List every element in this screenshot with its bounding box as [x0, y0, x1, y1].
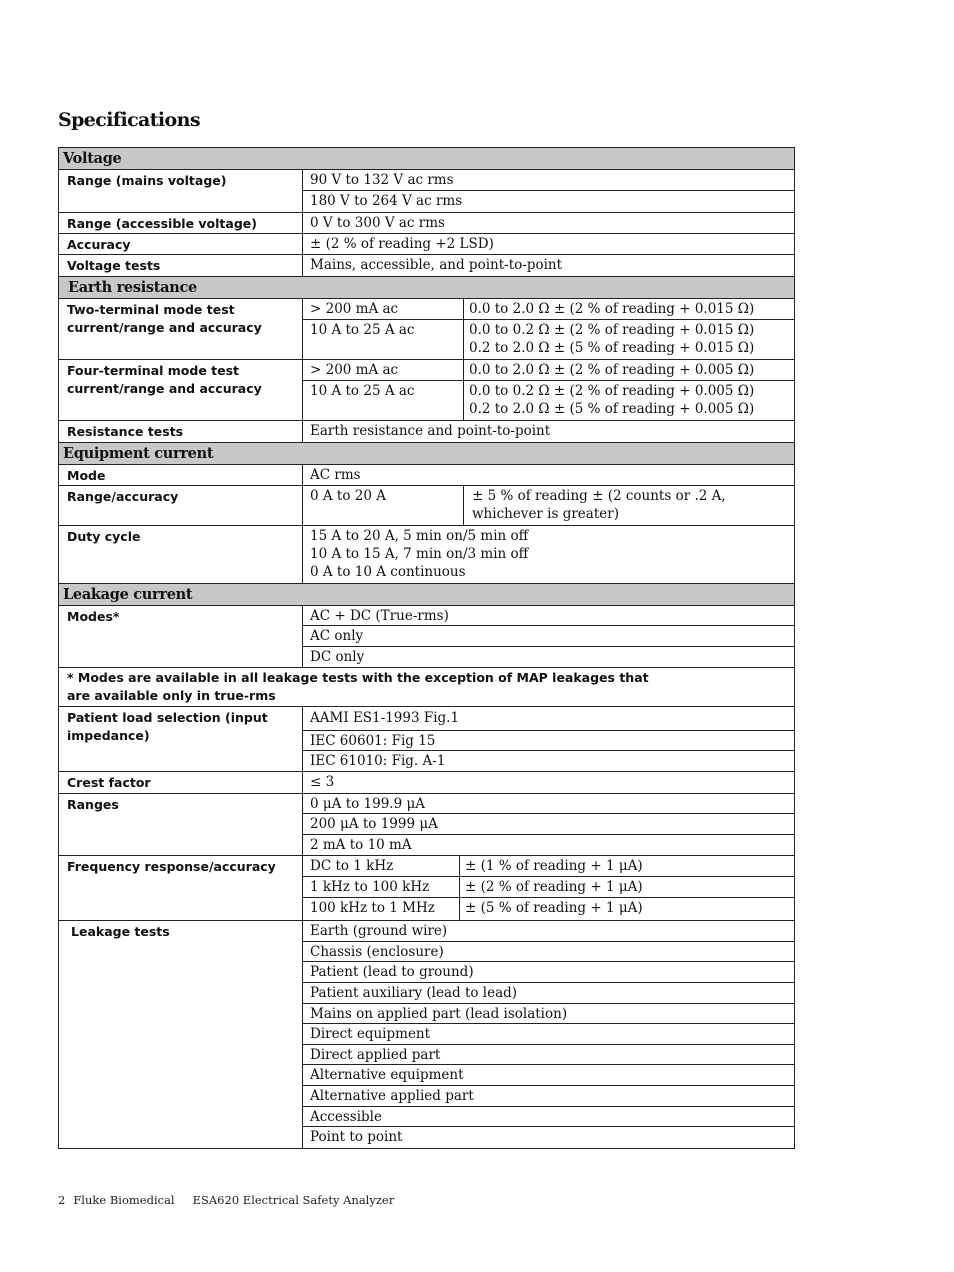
leakage-test-item: Patient (lead to ground): [303, 962, 794, 983]
range-accuracy: 0.0 to 2.0 Ω ± (2 % of reading + 0.015 Ω): [469, 301, 755, 317]
spec-value: ≤ 3: [310, 774, 335, 790]
leakage-test-item: Accessible: [303, 1107, 794, 1127]
spec-label: Voltage tests: [59, 255, 303, 276]
spec-row-crest-factor: [59, 772, 794, 794]
spec-subrow: [303, 856, 794, 877]
spec-row-two-terminal: [59, 299, 794, 360]
spec-row-resistance-tests: [59, 421, 794, 443]
spec-value: 15 A to 20 A, 5 min on/5 min off 10 A to 15 A, 7 min on/3 min off 0 A to 10 A continuous: [310, 528, 529, 580]
spec-row-duty-cycle: [59, 526, 794, 584]
footer-product: ESA620 Electrical Safety Analyzer: [192, 1193, 395, 1207]
page-footer: [58, 1193, 394, 1207]
spec-label: Ranges: [59, 794, 303, 855]
leakage-test-item: Alternative applied part: [303, 1086, 794, 1107]
spec-label: Frequency response/accuracy: [59, 856, 303, 920]
spec-value: 0 μA to 199.9 μA: [303, 794, 794, 814]
spec-label: Leakage tests: [59, 921, 303, 1148]
specifications-table: [58, 147, 795, 1149]
spec-label: Mode: [59, 465, 303, 485]
leakage-test-item: Earth (ground wire): [303, 921, 794, 942]
spec-value: IEC 60601: Fig 15: [303, 731, 794, 751]
spec-label: Range (accessible voltage): [59, 213, 303, 233]
current-range: 0 A to 20 A: [303, 486, 464, 525]
spec-row-ranges: [59, 794, 794, 856]
footer-brand: Fluke Biomedical: [73, 1193, 175, 1207]
spec-label: Range (mains voltage): [59, 170, 303, 212]
spec-label: Patient load selection (input impedance): [59, 707, 303, 771]
section-header-voltage: Voltage: [59, 148, 794, 170]
spec-value: 180 V to 264 V ac rms: [310, 193, 463, 209]
spec-value: 200 μA to 1999 μA: [303, 814, 794, 835]
spec-subrow: [303, 299, 794, 320]
spec-label: Modes*: [59, 606, 303, 667]
modes-footnote: * Modes are available in all leakage tests with the exception of MAP leakages that are available only in true-rms: [59, 668, 794, 707]
spec-row-four-terminal: [59, 360, 794, 421]
spec-subrow: [303, 877, 794, 898]
spec-row-voltage-tests: [59, 255, 794, 277]
section-header-earth-resistance: Earth resistance: [59, 277, 794, 299]
spec-value: AC rms: [310, 467, 361, 483]
frequency-accuracy: ± (2 % of reading + 1 μA): [465, 879, 643, 895]
spec-label: Duty cycle: [59, 526, 303, 583]
frequency-accuracy: ± (1 % of reading + 1 μA): [465, 858, 643, 874]
spec-row-modes: [59, 606, 794, 668]
spec-row-mode: [59, 465, 794, 486]
range-accuracy: ± 5 % of reading ± (2 counts or .2 A, whichever is greater): [472, 488, 726, 522]
spec-row-range-accuracy: [59, 486, 794, 526]
spec-row-patient-load: [59, 707, 794, 772]
frequency-accuracy: ± (5 % of reading + 1 μA): [465, 900, 643, 916]
leakage-test-item: Direct applied part: [303, 1045, 794, 1065]
frequency-range: 100 kHz to 1 MHz: [303, 898, 460, 920]
leakage-test-item: Mains on applied part (lead isolation): [303, 1004, 794, 1024]
spec-subrow: [303, 320, 794, 359]
spec-value: Mains, accessible, and point-to-point: [310, 257, 563, 273]
range-accuracy: 0.0 to 2.0 Ω ± (2 % of reading + 0.005 Ω): [469, 362, 755, 378]
section-header-equipment-current: Equipment current: [59, 443, 794, 465]
spec-label: Resistance tests: [59, 421, 303, 442]
spec-label: Range/accuracy: [59, 486, 303, 525]
leakage-test-item: Chassis (enclosure): [303, 942, 794, 962]
spec-value: 0 V to 300 V ac rms: [310, 215, 445, 231]
frequency-range: DC to 1 kHz: [303, 856, 460, 876]
page-number: 2: [58, 1193, 66, 1207]
spec-value: AAMI ES1-1993 Fig.1: [303, 707, 794, 731]
leakage-test-item: Patient auxiliary (lead to lead): [303, 983, 794, 1004]
spec-value: Earth resistance and point-to-point: [310, 423, 551, 439]
leakage-test-item: Direct equipment: [303, 1024, 794, 1045]
test-current: > 200 mA ac: [303, 299, 464, 319]
leakage-test-item: Point to point: [310, 1129, 403, 1145]
test-current: > 200 mA ac: [303, 360, 464, 380]
range-accuracy: 0.0 to 0.2 Ω ± (2 % of reading + 0.015 Ω) 0.2 to 2.0 Ω ± (5 % of reading + 0.015 Ω): [469, 322, 755, 356]
test-current: 10 A to 25 A ac: [303, 320, 464, 359]
spec-value: 2 mA to 10 mA: [310, 837, 412, 853]
spec-row-range-accessible: [59, 213, 794, 234]
spec-value: IEC 61010: Fig. A-1: [310, 753, 446, 769]
spec-subrow: [303, 381, 794, 420]
spec-value: 90 V to 132 V ac rms: [303, 170, 794, 191]
test-current: 10 A to 25 A ac: [303, 381, 464, 420]
page-title: Specifications: [58, 109, 200, 131]
spec-row-range-mains: [59, 170, 794, 213]
spec-value: AC + DC (True-rms): [303, 606, 794, 626]
spec-subrow: [303, 486, 794, 525]
spec-subrow: [303, 898, 794, 920]
spec-row-accuracy: [59, 234, 794, 255]
spec-row-leakage-tests: [59, 921, 794, 1148]
leakage-test-item: Alternative equipment: [303, 1065, 794, 1086]
range-accuracy: 0.0 to 0.2 Ω ± (2 % of reading + 0.005 Ω) 0.2 to 2.0 Ω ± (5 % of reading + 0.005 Ω): [469, 383, 755, 417]
spec-value: AC only: [303, 626, 794, 647]
spec-subrow: [303, 360, 794, 381]
spec-value: DC only: [310, 649, 365, 665]
spec-label: Two-terminal mode test current/range and accuracy: [59, 299, 303, 359]
section-header-leakage-current: Leakage current: [59, 584, 794, 606]
spec-row-frequency-response: [59, 856, 794, 921]
spec-label: Accuracy: [59, 234, 303, 254]
frequency-range: 1 kHz to 100 kHz: [303, 877, 460, 897]
spec-value: ± (2 % of reading +2 LSD): [310, 236, 494, 252]
spec-label: Four-terminal mode test current/range and accuracy: [59, 360, 303, 420]
spec-label: Crest factor: [59, 772, 303, 793]
